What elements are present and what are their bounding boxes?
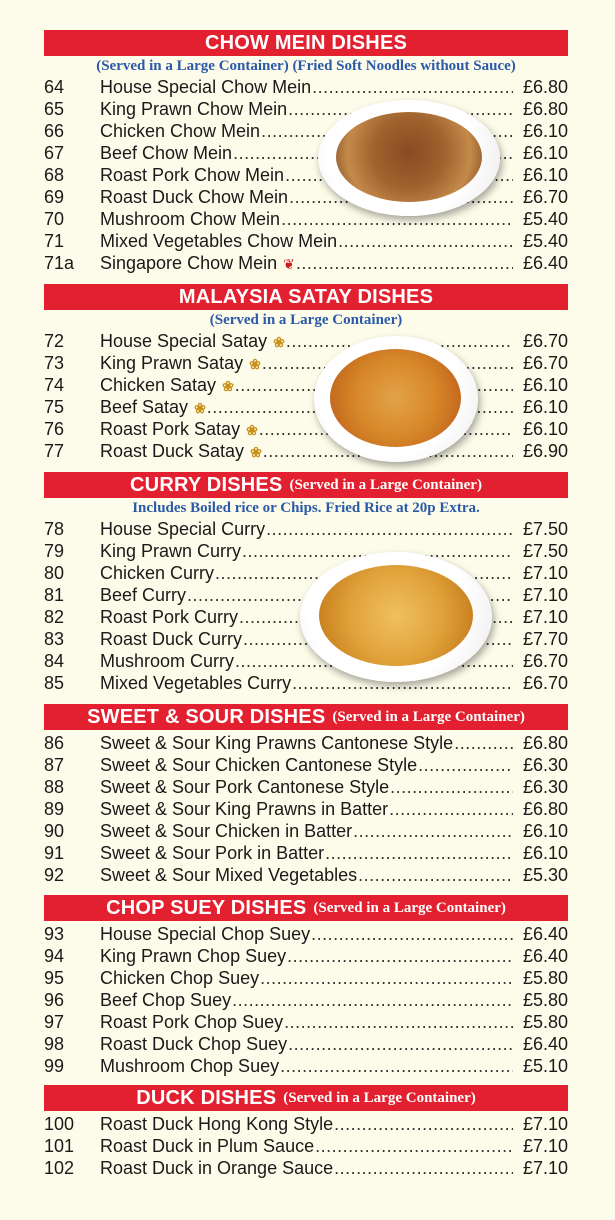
menu-item [44, 562, 568, 584]
menu-item [44, 518, 568, 540]
food-image [319, 565, 473, 666]
section-title-note: (Served in a Large Container) [283, 1089, 476, 1106]
item-name: Roast Duck Satay [100, 441, 245, 461]
dot-leader [280, 1055, 513, 1077]
item-price: £5.80 [522, 968, 568, 988]
item-price: £6.30 [522, 755, 568, 775]
item-name: Beef Satay [100, 397, 189, 417]
item-number: 65 [44, 99, 65, 119]
item-name: House Special Curry [100, 519, 266, 539]
item-price: £6.10 [522, 821, 568, 841]
item-name: King Prawn Curry [100, 541, 242, 561]
section-title: DUCK DISHES [136, 1086, 277, 1109]
item-price: £7.10 [522, 1114, 568, 1134]
item-name: Roast Pork Chow Mein [100, 165, 285, 185]
item-price: £6.70 [522, 651, 568, 671]
item-name: Sweet & Sour King Prawns Cantonese Style [100, 733, 454, 753]
section-title-banner [44, 895, 568, 921]
item-number: 74 [44, 375, 65, 395]
food-image [336, 112, 482, 202]
dot-leader [358, 864, 513, 886]
item-name: Mushroom Chow Mein [100, 209, 281, 229]
item-number: 84 [44, 651, 65, 671]
item-price: £7.50 [522, 519, 568, 539]
item-price: £5.80 [522, 1012, 568, 1032]
dot-leader [284, 1011, 513, 1033]
dot-leader [287, 945, 513, 967]
section-title-banner [44, 472, 568, 498]
item-number: 78 [44, 519, 65, 539]
item-number: 92 [44, 865, 65, 885]
item-name: Sweet & Sour Chicken Cantonese Style [100, 755, 418, 775]
item-number: 77 [44, 441, 65, 461]
peanut-icon: ❀ [194, 400, 206, 416]
menu-item [44, 186, 568, 208]
item-number: 80 [44, 563, 65, 583]
item-number: 96 [44, 990, 65, 1010]
item-number: 97 [44, 1012, 65, 1032]
item-name: King Prawn Chop Suey [100, 946, 287, 966]
item-price: £6.10 [522, 419, 568, 439]
item-price: £6.10 [522, 843, 568, 863]
item-name: King Prawn Satay [100, 353, 244, 373]
item-number: 71 [44, 231, 65, 251]
dot-leader [312, 76, 513, 98]
menu-item [44, 1157, 568, 1179]
item-name: Roast Duck in Plum Sauce [100, 1136, 315, 1156]
item-number: 76 [44, 419, 65, 439]
item-name: Sweet & Sour Chicken in Batter [100, 821, 353, 841]
item-name: Roast Duck in Orange Sauce [100, 1158, 334, 1178]
menu-item [44, 396, 568, 418]
chili-icon: ❦ [283, 256, 295, 272]
item-number: 86 [44, 733, 65, 753]
item-name: Roast Pork Chop Suey [100, 1012, 284, 1032]
item-name: Roast Duck Chow Mein [100, 187, 289, 207]
chow-mein-dish-photo [318, 100, 500, 216]
dot-leader [334, 1113, 513, 1135]
item-name: Roast Duck Chop Suey [100, 1034, 288, 1054]
item-number: 89 [44, 799, 65, 819]
menu-item [44, 98, 568, 120]
dot-leader [389, 798, 513, 820]
item-number: 64 [44, 77, 65, 97]
section-note: (Served in a Large Container) (Fried Soft Noodles without Sauce) [96, 58, 516, 74]
section-title-banner [44, 284, 568, 310]
dot-leader [334, 1157, 513, 1179]
dot-leader [325, 842, 513, 864]
menu-section [44, 472, 568, 694]
item-price: £6.70 [522, 187, 568, 207]
menu-item [44, 1055, 568, 1077]
item-number: 81 [44, 585, 65, 605]
item-price: £7.10 [522, 1136, 568, 1156]
item-price: £6.40 [522, 946, 568, 966]
item-number: 66 [44, 121, 65, 141]
item-number: 69 [44, 187, 65, 207]
item-name: Beef Chow Mein [100, 143, 233, 163]
menu-item [44, 798, 568, 820]
item-number: 82 [44, 607, 65, 627]
food-image [330, 349, 461, 447]
item-price: £7.10 [522, 585, 568, 605]
menu-item [44, 1011, 568, 1033]
item-price: £6.10 [522, 165, 568, 185]
section-title: MALAYSIA SATAY DISHES [178, 285, 434, 308]
item-price: £6.10 [522, 143, 568, 163]
item-price: £5.30 [522, 865, 568, 885]
menu-item [44, 864, 568, 886]
item-price: £6.70 [522, 673, 568, 693]
item-number: 71a [44, 253, 75, 273]
item-number: 79 [44, 541, 65, 561]
item-number: 102 [44, 1158, 75, 1178]
item-name: Sweet & Sour Pork Cantonese Style [100, 777, 390, 797]
item-name: Chicken Satay [100, 375, 217, 395]
item-name: Mushroom Chop Suey [100, 1056, 280, 1076]
item-name: Roast Pork Satay [100, 419, 241, 439]
item-number: 100 [44, 1114, 75, 1134]
item-number: 72 [44, 331, 65, 351]
item-price: £6.30 [522, 777, 568, 797]
menu-item-list [44, 330, 568, 462]
item-name: Chicken Chop Suey [100, 968, 260, 988]
dot-leader [260, 967, 513, 989]
item-name: Chicken Curry [100, 563, 215, 583]
section-title-banner [44, 704, 568, 730]
item-name: Sweet & Sour Pork in Batter [100, 843, 325, 863]
dot-leader [311, 923, 513, 945]
section-note: Includes Boiled rice or Chips. Fried Rice at 20p Extra. [132, 500, 480, 516]
section-title: CHOP SUEY DISHES [106, 896, 307, 919]
item-price: £6.80 [522, 77, 568, 97]
item-number: 88 [44, 777, 65, 797]
menu-item [44, 650, 568, 672]
section-title-banner [44, 30, 568, 56]
item-name: Roast Pork Curry [100, 607, 239, 627]
peanut-icon: ❀ [273, 334, 285, 350]
item-price: £6.80 [522, 733, 568, 753]
item-number: 93 [44, 924, 65, 944]
menu-item-list [44, 923, 568, 1077]
menu-item [44, 776, 568, 798]
item-name: Roast Duck Hong Kong Style [100, 1114, 334, 1134]
item-number: 75 [44, 397, 65, 417]
menu-section [44, 895, 568, 1077]
menu-item [44, 842, 568, 864]
peanut-icon: ❀ [246, 422, 258, 438]
item-name: King Prawn Chow Mein [100, 99, 288, 119]
item-name: House Special Chow Mein [100, 77, 312, 97]
item-price: £6.90 [522, 441, 568, 461]
item-price: £6.70 [522, 331, 568, 351]
menu-item [44, 540, 568, 562]
item-price: £7.50 [522, 541, 568, 561]
menu-item [44, 208, 568, 230]
menu-item [44, 672, 568, 694]
menu-item [44, 418, 568, 440]
section-title: CURRY DISHES [130, 473, 283, 496]
item-price: £6.10 [522, 121, 568, 141]
item-price: £5.10 [522, 1056, 568, 1076]
item-number: 91 [44, 843, 65, 863]
dot-leader [288, 1033, 513, 1055]
item-price: £7.10 [522, 1158, 568, 1178]
menu-section [44, 284, 568, 462]
menu-item [44, 1135, 568, 1157]
item-name: Mixed Vegetables Chow Mein [100, 231, 338, 251]
item-price: £6.70 [522, 353, 568, 373]
item-price: £6.40 [522, 924, 568, 944]
item-name: Sweet & Sour King Prawns in Batter [100, 799, 389, 819]
item-price: £6.40 [522, 253, 568, 273]
item-price: £6.80 [522, 99, 568, 119]
menu-item [44, 252, 568, 274]
menu-item [44, 374, 568, 396]
peanut-icon: ❀ [249, 356, 261, 372]
menu-item [44, 1033, 568, 1055]
menu-item [44, 352, 568, 374]
item-price: £6.10 [522, 397, 568, 417]
peanut-icon: ❀ [222, 378, 234, 394]
item-price: £5.40 [522, 231, 568, 251]
item-number: 85 [44, 673, 65, 693]
item-number: 68 [44, 165, 65, 185]
item-name: Roast Duck Curry [100, 629, 243, 649]
dot-leader [454, 732, 513, 754]
section-title-banner [44, 1085, 568, 1111]
menu-section [44, 1085, 568, 1179]
item-name: Mushroom Curry [100, 651, 235, 671]
item-number: 70 [44, 209, 65, 229]
menu-item [44, 230, 568, 252]
item-price: £5.80 [522, 990, 568, 1010]
section-title-note: (Served in a Large Container) [289, 476, 482, 493]
peanut-icon: ❀ [250, 444, 262, 460]
menu-item [44, 732, 568, 754]
item-price: £5.40 [522, 209, 568, 229]
item-price: £7.70 [522, 629, 568, 649]
item-number: 99 [44, 1056, 65, 1076]
menu-item [44, 76, 568, 98]
menu-item-list [44, 732, 568, 886]
menu-item [44, 440, 568, 462]
item-price: £6.80 [522, 799, 568, 819]
menu-item [44, 923, 568, 945]
dot-leader [315, 1135, 513, 1157]
curry-dish-photo [300, 552, 492, 682]
menu-item [44, 754, 568, 776]
dot-leader [266, 518, 513, 540]
menu-item [44, 1113, 568, 1135]
item-name: House Special Chop Suey [100, 924, 311, 944]
dot-leader [338, 230, 513, 252]
item-number: 83 [44, 629, 65, 649]
item-number: 94 [44, 946, 65, 966]
item-number: 73 [44, 353, 65, 373]
menu-item [44, 967, 568, 989]
item-number: 90 [44, 821, 65, 841]
dot-leader [418, 754, 513, 776]
item-name: Sweet & Sour Mixed Vegetables [100, 865, 358, 885]
dot-leader [390, 776, 513, 798]
dot-leader [232, 989, 513, 1011]
menu-item [44, 820, 568, 842]
item-number: 101 [44, 1136, 75, 1156]
item-number: 95 [44, 968, 65, 988]
section-title-note: (Served in a Large Container) [332, 708, 525, 725]
item-price: £7.10 [522, 563, 568, 583]
item-name: Mixed Vegetables Curry [100, 673, 292, 693]
dot-leader [353, 820, 513, 842]
item-price: £7.10 [522, 607, 568, 627]
item-number: 67 [44, 143, 65, 163]
menu-item [44, 330, 568, 352]
item-price: £6.40 [522, 1034, 568, 1054]
item-number: 87 [44, 755, 65, 775]
dot-leader [296, 252, 513, 274]
section-title: SWEET & SOUR DISHES [87, 705, 326, 728]
menu-item [44, 989, 568, 1011]
item-name: Beef Curry [100, 585, 187, 605]
section-title: CHOW MEIN DISHES [204, 31, 408, 54]
item-name: Chicken Chow Mein [100, 121, 261, 141]
menu-section [44, 704, 568, 886]
item-name: Beef Chop Suey [100, 990, 232, 1010]
menu-item [44, 945, 568, 967]
section-title-note: (Served in a Large Container) [313, 899, 506, 916]
item-name: Singapore Chow Mein [100, 253, 278, 273]
item-price: £6.10 [522, 375, 568, 395]
item-name: House Special Satay [100, 331, 268, 351]
item-number: 98 [44, 1034, 65, 1054]
satay-dish-photo [314, 336, 478, 462]
menu-item-list [44, 1113, 568, 1179]
section-note: (Served in a Large Container) [209, 312, 403, 328]
